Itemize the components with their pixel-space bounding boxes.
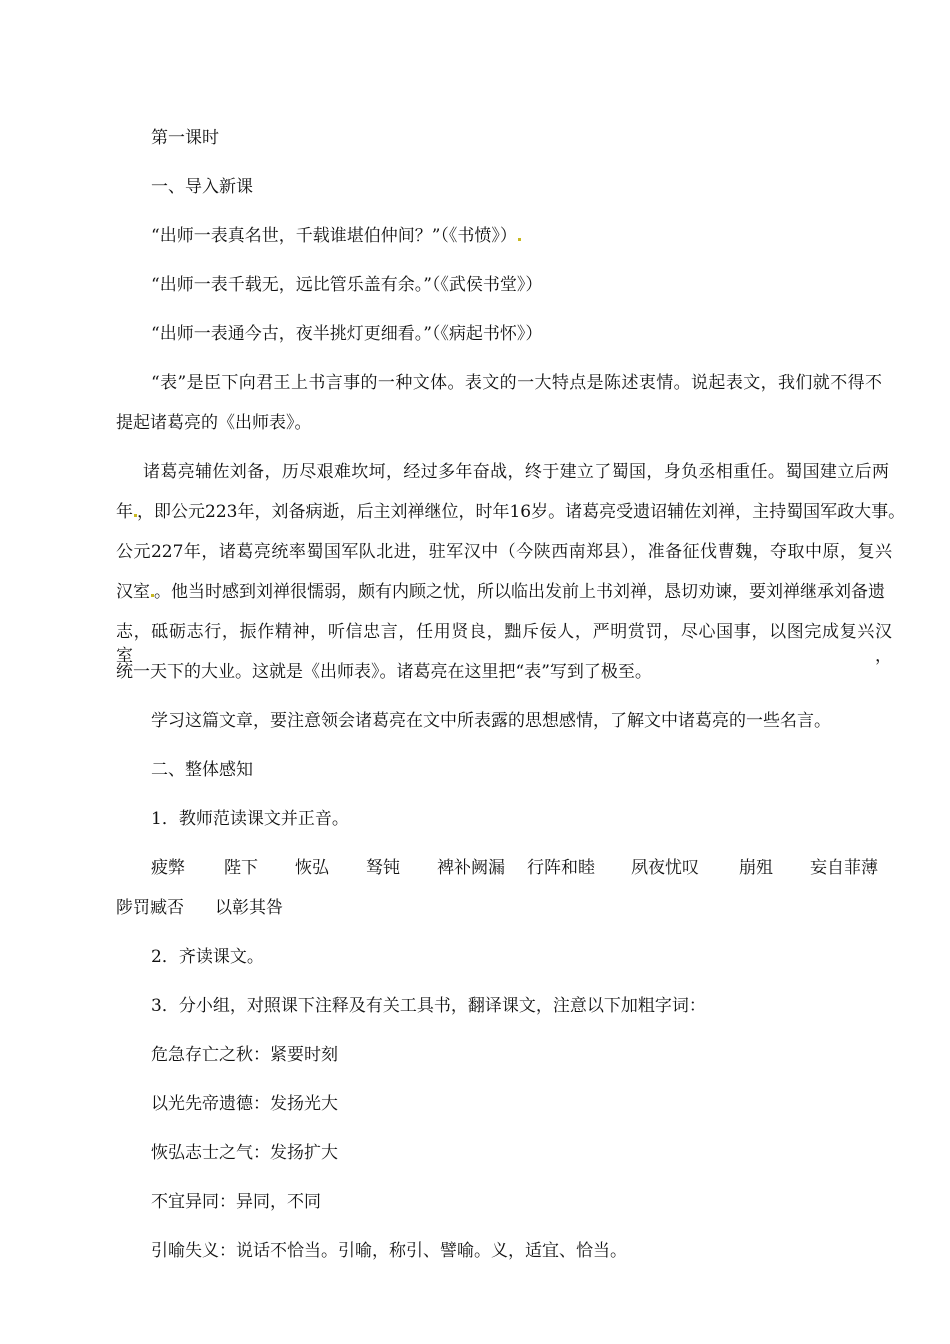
step-1: 1．教师范读课文并正音。 [151, 809, 349, 829]
vocab-item: 夙夜忧叹 [631, 858, 699, 878]
vocab-row-1 [0, 856, 950, 880]
study-paragraph: 学习这篇文章，要注意领会诸葛亮在文中所表露的思想感情，了解文中诸葛亮的一些名言。 [151, 711, 831, 731]
background-paragraph-line-1: 诸葛亮辅佐刘备，历尽艰难坎坷，经过多年奋战，终于建立了蜀国，身负丞相重任。蜀国建立后两 [143, 462, 889, 482]
step-2: 2．齐读课文。 [151, 947, 264, 967]
vocab-item: 陟罚臧否 [116, 898, 184, 918]
gloss-item: 危急存亡之秋：紧要时刻 [151, 1045, 338, 1065]
vocab-item: 以彰其咎 [215, 898, 283, 918]
background-paragraph-line-2 [116, 500, 906, 524]
background-line-4-rest: 。他当时感到刘禅很懦弱，颇有内顾之忧，所以临出发前上书刘禅，恳切劝谏，要刘禅继承刘备遗 [154, 582, 885, 602]
quote-1-text: “出师一表真名世，千载谁堪伯仲间？”（《书愤》） [151, 226, 517, 246]
background-paragraph-line-4 [116, 580, 892, 604]
section-heading-intro: 一、导入新课 [151, 177, 253, 197]
background-paragraph-line-6: 统一天下的大业。这就是《出师表》。诸葛亮在这里把“表”写到了极至。 [116, 662, 652, 682]
background-line-4-start: 汉室 [116, 582, 150, 602]
highlight-dot-mark [518, 238, 521, 241]
background-paragraph-line-5: 志，砥砺志行，振作精神，听信忠言，任用贤良，黜斥佞人，严明赏罚，尽心国事，以图完成复兴汉室， [116, 622, 892, 666]
vocab-item: 恢弘 [295, 858, 329, 878]
section-heading-overview: 二、整体感知 [151, 760, 253, 780]
vocab-row-2 [0, 896, 950, 920]
gloss-item: 以光先帝遗德：发扬光大 [151, 1094, 338, 1114]
step-3: 3．分小组，对照课下注释及有关工具书，翻译课文，注意以下加粗字词： [151, 996, 706, 1016]
quote-1 [151, 224, 521, 248]
gloss-item: 引喻失义：说话不恰当。引喻，称引、譬喻。义，适宜、恰当。 [151, 1241, 627, 1261]
gloss-item: 不宜异同：异同，不同 [151, 1192, 321, 1212]
vocab-item: 陛下 [224, 858, 258, 878]
background-paragraph-line-3: 公元227年，诸葛亮统率蜀国军队北进，驻军汉中（今陕西南郑县），准备征伐曹魏，夺取中原，复兴 [116, 542, 892, 562]
vocab-item: 疲弊 [151, 858, 185, 878]
vocab-item: 行阵和睦 [527, 858, 595, 878]
background-line-2-rest: ，即公元223年，刘备病逝，后主刘禅继位，时年16岁。诸葛亮受遗诏辅佐刘禅，主持蜀国军政大事。 [137, 502, 906, 522]
quote-2: “出师一表千载无，远比管乐盖有余。”（《武侯书堂》） [151, 275, 543, 295]
vocab-item: 崩殂 [739, 858, 773, 878]
background-line-2-start: 年 [116, 502, 133, 522]
vocab-item: 妄自菲薄 [810, 858, 878, 878]
intro-paragraph-line-1: “表”是臣下向君王上书言事的一种文体。表文的一大特点是陈述衷情。说起表文，我们就不得不 [151, 373, 882, 393]
quote-3: “出师一表通今古，夜半挑灯更细看。”（《病起书怀》） [151, 324, 543, 344]
vocab-item: 裨补阙漏 [437, 858, 505, 878]
intro-paragraph-line-2: 提起诸葛亮的《出师表》。 [116, 413, 312, 433]
gloss-item: 恢弘志士之气：发扬扩大 [151, 1143, 338, 1163]
period-title: 第一课时 [151, 128, 219, 148]
vocab-item: 驽钝 [366, 858, 400, 878]
